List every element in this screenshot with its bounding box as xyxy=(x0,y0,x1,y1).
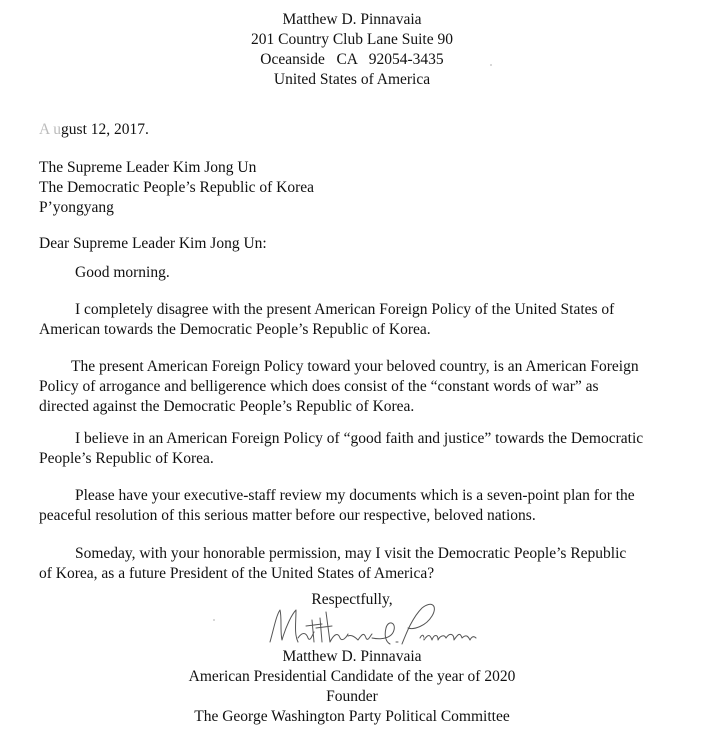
signer-name: Matthew D. Pinnavaia xyxy=(282,648,422,665)
paragraph-line: American towards the Democratic People’s Republic of Korea. xyxy=(39,321,431,338)
signer-role: Founder xyxy=(326,688,378,705)
paragraph-line: Someday, with your honorable permission, may I visit the Democratic People’s Republic xyxy=(75,545,627,562)
body-paragraph xyxy=(39,544,679,584)
letter-date xyxy=(39,120,149,140)
paragraph-line: I completely disagree with the present American Foreign Policy of the United States of xyxy=(75,301,615,318)
recipient-line3: P’yongyang xyxy=(39,199,114,216)
paragraph-line: Good morning. xyxy=(75,264,170,281)
body-paragraph xyxy=(39,486,679,526)
sender-address-line2: Oceanside CA 92054-3435 xyxy=(260,51,444,68)
letterhead xyxy=(0,10,704,90)
signer-organization: The George Washington Party Political Committee xyxy=(194,708,510,725)
body-paragraph xyxy=(39,357,679,417)
paragraph-line: of Korea, as a future President of the United States of America? xyxy=(39,565,435,582)
recipient-line2: The Democratic People’s Republic of Korea xyxy=(39,179,315,196)
signature-image xyxy=(262,598,482,650)
paragraph-line: I believe in an American Foreign Policy of “good faith and justice” towards the Democratic xyxy=(75,430,644,447)
sender-name: Matthew D. Pinnavaia xyxy=(282,11,422,28)
paragraph-line: Please have your executive-staff review my documents which is a seven-point plan for the xyxy=(75,487,635,504)
signer-block xyxy=(0,647,704,727)
paragraph-line: People’s Republic of Korea. xyxy=(39,450,214,467)
scan-speck xyxy=(490,64,492,66)
date-faded-prefix: A u xyxy=(39,121,62,138)
signer-title: American Presidential Candidate of the year of 2020 xyxy=(188,668,516,685)
scan-speck xyxy=(213,619,215,621)
body-paragraph xyxy=(39,429,679,469)
paragraph-line: directed against the Democratic People’s Republic of Korea. xyxy=(39,398,415,415)
sender-address-line1: 201 Country Club Lane Suite 90 xyxy=(251,31,453,48)
body-paragraph xyxy=(39,300,679,340)
paragraph-line: peaceful resolution of this serious matter before our respective, beloved nations. xyxy=(39,507,536,524)
date-text: gust 12, 2017. xyxy=(61,121,149,138)
salutation: Dear Supreme Leader Kim Jong Un: xyxy=(39,235,267,252)
closing: Respectfully, xyxy=(311,591,393,608)
recipient-block xyxy=(39,158,314,218)
paragraph-line: The present American Foreign Policy toward your beloved country, is an American Foreign xyxy=(71,358,639,375)
paragraph-line: Policy of arrogance and belligerence which does consist of the “constant words of war” as xyxy=(39,378,599,395)
sender-country: United States of America xyxy=(273,71,431,88)
body-paragraph xyxy=(39,263,679,283)
scan-speck xyxy=(423,637,425,639)
recipient-line1: The Supreme Leader Kim Jong Un xyxy=(39,159,257,176)
